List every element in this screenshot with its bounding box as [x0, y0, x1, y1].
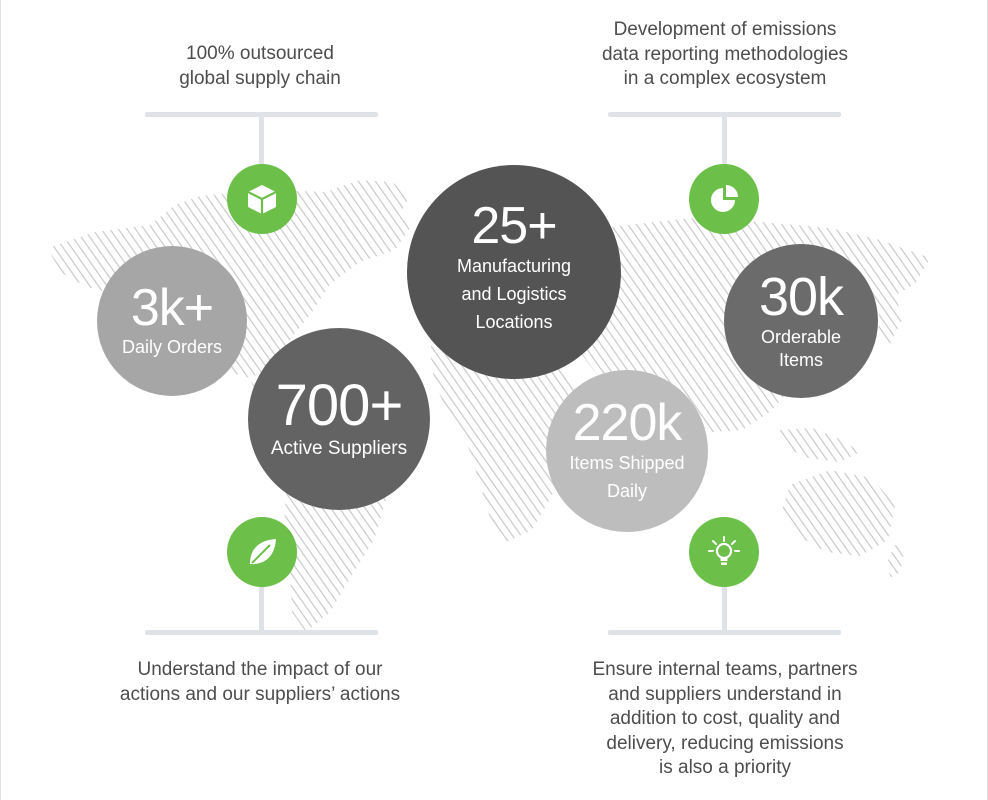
leaf-icon: [227, 517, 297, 587]
caption-line: Understand the impact of our: [137, 659, 383, 680]
bottom-right-bar: [608, 630, 841, 635]
bottom-left-bar: [145, 630, 378, 635]
caption-top-left: [140, 42, 380, 91]
stat-label: and Logistics: [461, 284, 567, 304]
stat-daily-orders: [97, 246, 247, 396]
stat-orderable-items: [724, 244, 878, 398]
stat-label: Locations: [475, 312, 553, 332]
caption-bottom-right: [565, 658, 885, 781]
stat-label: Manufacturing: [456, 256, 572, 276]
lightbulb-icon: [689, 517, 759, 587]
top-right-stem: [722, 114, 727, 166]
caption-line: is also a priority: [659, 757, 791, 778]
caption-line: in a complex ecosystem: [623, 68, 827, 89]
caption-bottom-left: [90, 658, 430, 707]
stat-label: Orderable: [760, 327, 842, 347]
stat-value: 30k: [758, 267, 844, 327]
stat-active-suppliers: [248, 328, 430, 510]
stat-label: Items: [778, 350, 823, 370]
stat-locations: [407, 165, 621, 379]
caption-line: Development of emissions: [613, 19, 837, 40]
bottom-right-stem: [722, 582, 727, 632]
box-icon: [227, 164, 297, 234]
caption-line: delivery, reducing emissions: [606, 732, 844, 754]
caption-line: and suppliers understand in: [608, 683, 842, 705]
stat-value: 3k+: [130, 279, 214, 338]
caption-line: Ensure internal teams, partners: [592, 659, 858, 680]
caption-top-right: [570, 18, 880, 92]
caption-line: actions and our suppliers’ actions: [119, 683, 401, 705]
stat-value: 220k: [572, 394, 682, 452]
caption-line: data reporting methodologies: [601, 43, 849, 65]
stat-value: 700+: [275, 372, 403, 438]
bottom-left-stem: [259, 582, 264, 632]
stat-label: Items Shipped: [569, 453, 685, 473]
stat-label: Daily Orders: [121, 337, 223, 358]
stat-items-shipped: [546, 370, 708, 532]
stat-label: Daily: [606, 481, 647, 501]
caption-line: addition to cost, quality and: [609, 708, 841, 729]
pie-chart-icon: [689, 164, 759, 234]
stat-value: 25+: [471, 197, 557, 255]
caption-line: 100% outsourced: [186, 43, 334, 64]
caption-line: global supply chain: [179, 67, 341, 89]
top-left-stem: [259, 114, 264, 166]
stat-label: Active Suppliers: [270, 437, 408, 459]
